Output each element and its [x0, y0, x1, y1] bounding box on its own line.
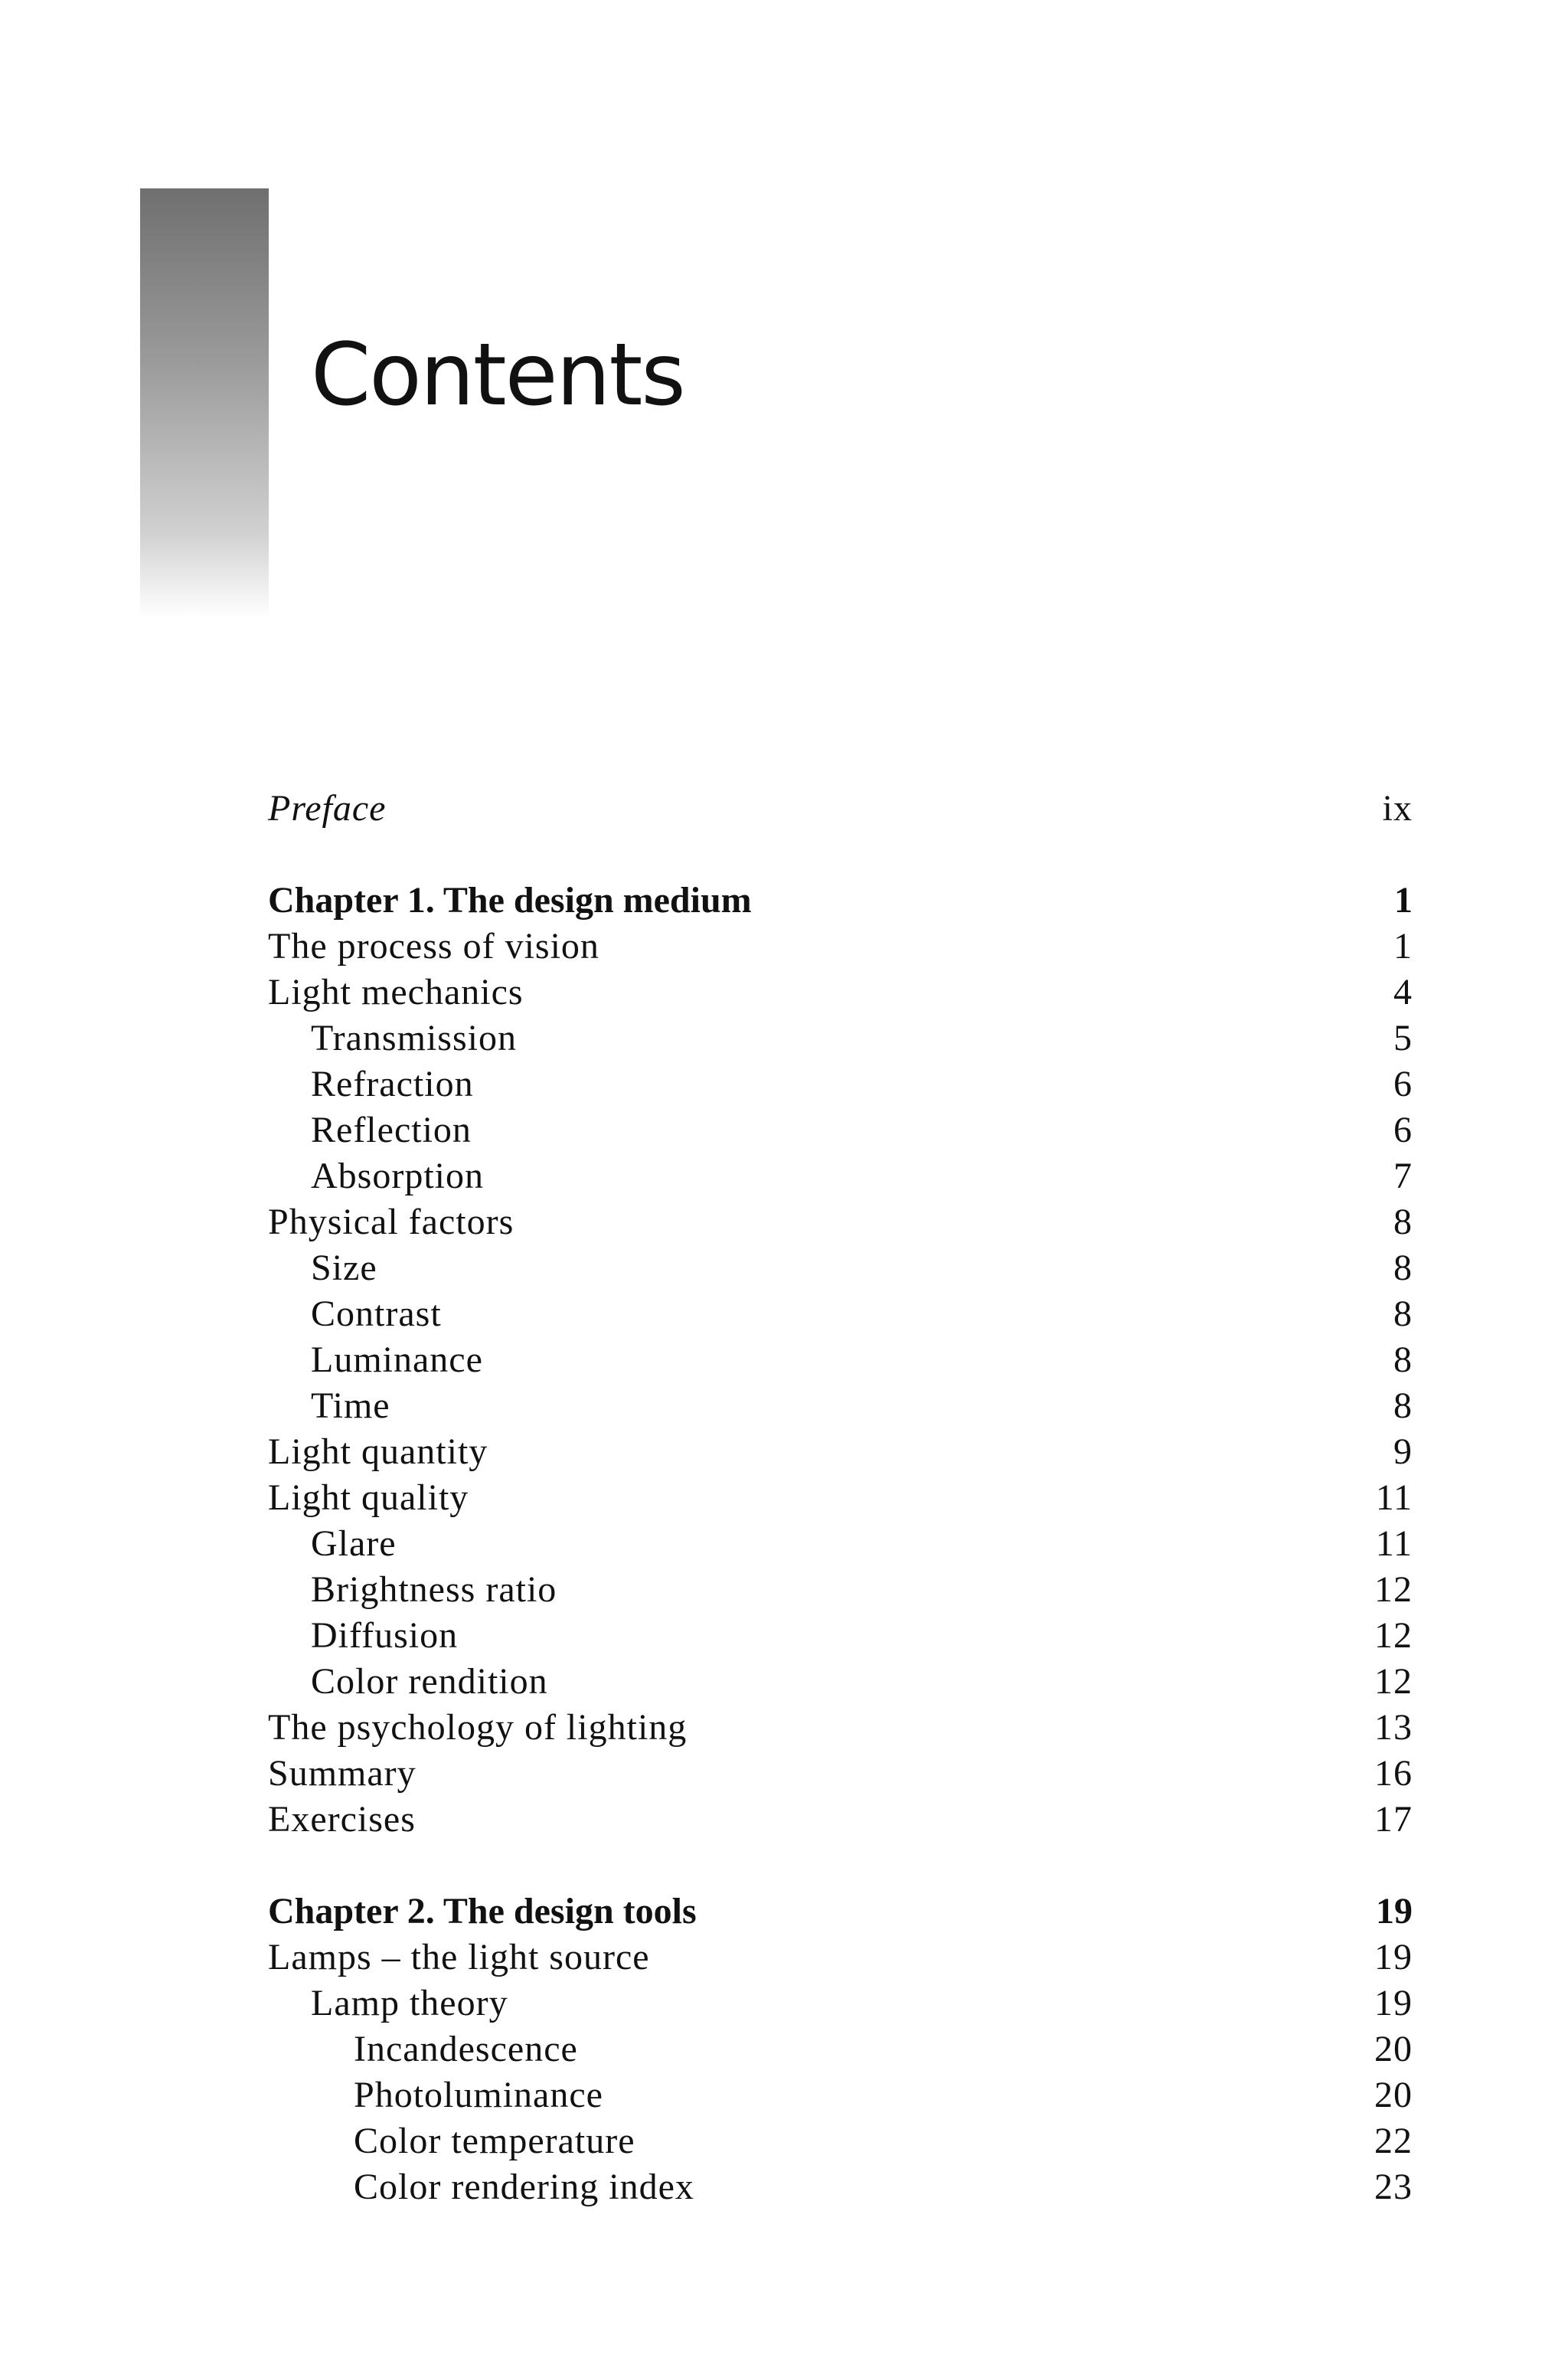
toc-entry-title: Physical factors [268, 1202, 514, 1242]
toc-entry-title: The psychology of lighting [268, 1707, 688, 1748]
chapter-title: Chapter 2. The design tools [268, 1891, 697, 1931]
title-gradient-bar [140, 188, 269, 617]
toc-subentry[interactable] [268, 1245, 1413, 1291]
toc-entry-title: Color temperature [354, 2121, 635, 2161]
toc-subentry[interactable] [268, 1291, 1413, 1337]
toc-entry-title: Reflection [311, 1110, 472, 1150]
toc-entry-page: 23 [1374, 2167, 1413, 2207]
toc-subentry[interactable] [268, 1337, 1413, 1383]
toc-chapter-2[interactable] [268, 1889, 1413, 1935]
toc-entry-title: Lamp theory [311, 1983, 508, 2023]
toc-subentry[interactable] [268, 1107, 1413, 1153]
toc-entry-page: 12 [1374, 1615, 1413, 1656]
toc-entry[interactable] [268, 1705, 1413, 1751]
toc-entry-title: Lamps – the light source [268, 1937, 650, 1977]
toc-entry-title: Refraction [311, 1064, 474, 1104]
toc-entry-title: Time [311, 1385, 390, 1426]
toc-entry-title: Color rendering index [354, 2167, 694, 2207]
toc-entry[interactable] [268, 1751, 1413, 1797]
toc-subentry[interactable] [268, 1383, 1413, 1429]
toc-entry-title: Transmission [311, 1018, 517, 1058]
toc-entry-page: 22 [1374, 2121, 1413, 2161]
toc-entry-title: Luminance [311, 1339, 483, 1380]
table-of-contents [268, 786, 1413, 2210]
toc-entry-page: 8 [1393, 1248, 1413, 1288]
toc-entry[interactable] [268, 970, 1413, 1016]
toc-entry-page: 19 [1374, 1937, 1413, 1977]
toc-entry-title: Preface [268, 788, 387, 829]
toc-entry[interactable] [268, 1935, 1413, 1980]
toc-entry-page: 11 [1375, 1477, 1413, 1518]
toc-entry-page: 20 [1374, 2029, 1413, 2069]
chapter-page: 19 [1376, 1891, 1413, 1931]
toc-entry-title: The process of vision [268, 926, 599, 967]
toc-entry-page: 16 [1374, 1753, 1413, 1794]
toc-entry-title: Contrast [311, 1294, 442, 1334]
toc-entry[interactable] [268, 1797, 1413, 1843]
toc-entry-page: 12 [1374, 1569, 1413, 1610]
toc-subentry[interactable] [268, 1521, 1413, 1567]
toc-subsubentry[interactable] [268, 2072, 1413, 2118]
toc-entry-title: Brightness ratio [311, 1569, 557, 1610]
toc-subentry[interactable] [268, 1613, 1413, 1659]
toc-entry[interactable] [268, 1475, 1413, 1521]
toc-entry-page: 12 [1374, 1661, 1413, 1702]
toc-subsubentry[interactable] [268, 2118, 1413, 2164]
toc-chapter-1[interactable] [268, 878, 1413, 924]
toc-entry-title: Incandescence [354, 2029, 578, 2069]
chapter-title: Chapter 1. The design medium [268, 880, 752, 921]
toc-entry[interactable] [268, 924, 1413, 970]
toc-entry-page: 7 [1393, 1156, 1413, 1196]
chapter-page: 1 [1394, 880, 1413, 921]
toc-entry-title: Photoluminance [354, 2075, 603, 2115]
toc-entry[interactable] [268, 1429, 1413, 1475]
toc-entry-page: 17 [1374, 1799, 1413, 1840]
toc-entry-preface[interactable] [268, 786, 1413, 832]
toc-entry-page: 8 [1393, 1385, 1413, 1426]
toc-subsubentry[interactable] [268, 2026, 1413, 2072]
toc-entry-title: Size [311, 1248, 377, 1288]
toc-entry-title: Color rendition [311, 1661, 548, 1702]
toc-entry-page: 19 [1374, 1983, 1413, 2023]
toc-subentry[interactable] [268, 1153, 1413, 1199]
toc-entry-page: 20 [1374, 2075, 1413, 2115]
section-spacer [268, 832, 1413, 878]
toc-entry-title: Absorption [311, 1156, 484, 1196]
toc-entry-title: Light quality [268, 1477, 469, 1518]
toc-subentry[interactable] [268, 1980, 1413, 2026]
toc-subentry[interactable] [268, 1016, 1413, 1061]
toc-entry-title: Diffusion [311, 1615, 459, 1656]
toc-entry-page: 8 [1393, 1294, 1413, 1334]
toc-entry-title: Glare [311, 1523, 397, 1564]
section-spacer [268, 1843, 1413, 1889]
toc-entry-title: Light quantity [268, 1431, 488, 1472]
toc-entry-title: Summary [268, 1753, 416, 1794]
toc-entry-page: 5 [1393, 1018, 1413, 1058]
toc-entry-title: Exercises [268, 1799, 416, 1840]
toc-entry-page: 1 [1393, 926, 1413, 967]
toc-entry-page: 11 [1375, 1523, 1413, 1564]
toc-entry[interactable] [268, 1199, 1413, 1245]
toc-entry-page: 8 [1393, 1339, 1413, 1380]
toc-subsubentry[interactable] [268, 2164, 1413, 2210]
toc-entry-page: 8 [1393, 1202, 1413, 1242]
toc-entry-page: 6 [1393, 1110, 1413, 1150]
toc-subentry[interactable] [268, 1061, 1413, 1107]
toc-entry-page: ix [1382, 788, 1413, 829]
toc-entry-page: 9 [1393, 1431, 1413, 1472]
toc-entry-page: 4 [1393, 972, 1413, 1012]
toc-entry-title: Light mechanics [268, 972, 524, 1012]
toc-subentry[interactable] [268, 1567, 1413, 1613]
toc-entry-page: 13 [1374, 1707, 1413, 1748]
page-title: Contents [311, 325, 684, 425]
toc-subentry[interactable] [268, 1659, 1413, 1705]
toc-entry-page: 6 [1393, 1064, 1413, 1104]
